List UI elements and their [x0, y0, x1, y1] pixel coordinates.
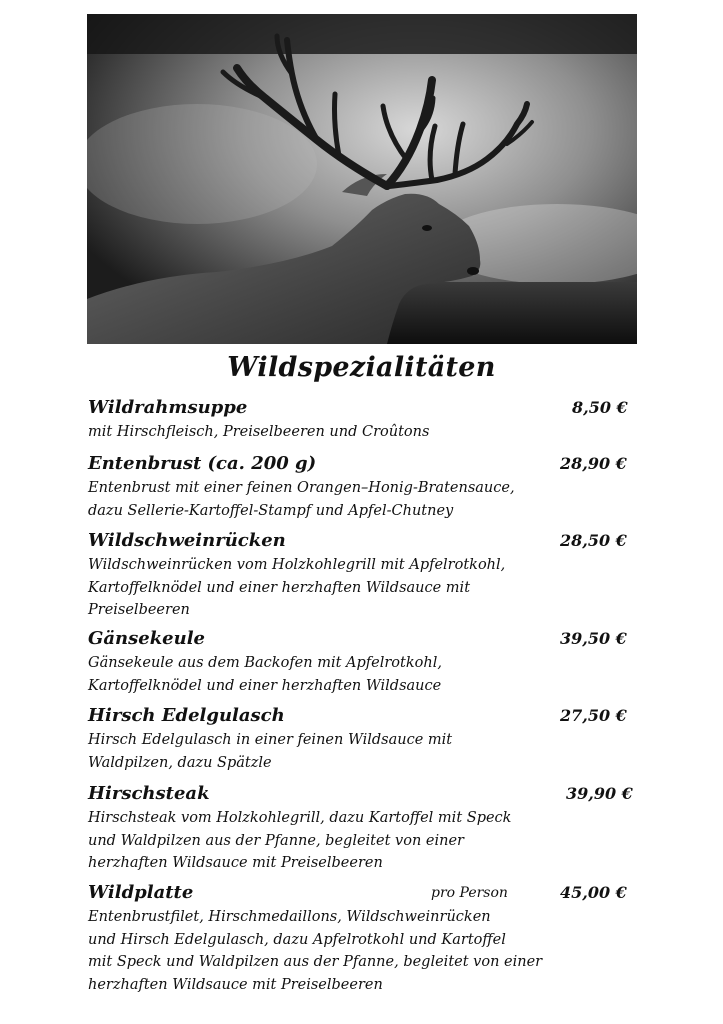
description-line: mit Speck und Waldpilzen aus der Pfanne, begleitet von einer [88, 954, 543, 970]
description-line: Kartoffelknödel und einer herzhaften Wildsauce [88, 677, 442, 694]
menu-title: Wildspezialitäten [227, 352, 496, 383]
item-description [88, 906, 648, 996]
description-line: Wildschweinrücken vom Holzkohlegrill mit Apfelrotkohl, [88, 557, 506, 573]
menu-item [88, 628, 648, 697]
item-price: 28,50 € [560, 531, 627, 550]
item-name: Wildplatte [88, 882, 194, 903]
description-line: Entenbrust mit einer feinen Orangen–Honig-Bratensauce, [88, 480, 515, 496]
item-description [88, 729, 648, 774]
item-description [88, 554, 648, 622]
menu-item [88, 783, 648, 875]
description-line: Waldpilzen, dazu Spätzle [88, 754, 272, 771]
menu-item [88, 453, 648, 522]
description-line: Gänsekeule aus dem Backofen mit Apfelrotkohl, [88, 655, 442, 671]
item-name: Hirsch Edelgulasch [88, 705, 285, 726]
item-price: 39,90 € [566, 784, 633, 803]
description-line: und Hirsch Edelgulasch, dazu Apfelrotkohl und Kartoffel [88, 931, 506, 948]
item-name: Wildschweinrücken [88, 530, 286, 551]
stag-photo [87, 14, 637, 344]
item-name: Entenbrust (ca. 200 g) [88, 453, 317, 474]
item-name: Hirschsteak [88, 783, 210, 804]
item-description [88, 421, 648, 444]
description-line: dazu Sellerie-Kartoffel-Stampf und Apfel-Chutney [88, 502, 454, 519]
description-line: Kartoffelknödel und einer herzhaften Wildsauce mit [88, 579, 471, 596]
description-line: Preiselbeeren [88, 602, 190, 618]
menu-item [88, 530, 648, 622]
description-line: Hirsch Edelgulasch in einer feinen Wildsauce mit [88, 732, 453, 748]
item-price: 8,50 € [572, 398, 628, 417]
menu-item [88, 882, 648, 996]
menu-item [88, 397, 648, 444]
description-line: mit Hirschfleisch, Preiselbeeren und Croûtons [88, 424, 430, 440]
item-price: 45,00 € [560, 883, 627, 902]
item-price: 28,90 € [560, 454, 627, 473]
item-portion-note: pro Person [431, 885, 508, 901]
item-name: Gänsekeule [88, 628, 206, 649]
description-line: Entenbrustfilet, Hirschmedaillons, Wildschweinrücken [88, 909, 491, 925]
menu-item [88, 705, 648, 774]
description-line: und Waldpilzen aus der Pfanne, begleitet von einer [88, 832, 464, 849]
item-price: 39,50 € [560, 629, 627, 648]
item-description [88, 652, 648, 697]
stag-image [87, 14, 637, 344]
description-line: herzhaften Wildsauce mit Preiselbeeren [88, 855, 383, 871]
item-price: 27,50 € [560, 706, 627, 725]
item-name: Wildrahmsuppe [88, 397, 248, 418]
item-description [88, 477, 648, 522]
item-description [88, 807, 648, 875]
description-line: herzhaften Wildsauce mit Preiselbeeren [88, 976, 383, 993]
description-line: Hirschsteak vom Holzkohlegrill, dazu Kartoffel mit Speck [88, 810, 512, 826]
